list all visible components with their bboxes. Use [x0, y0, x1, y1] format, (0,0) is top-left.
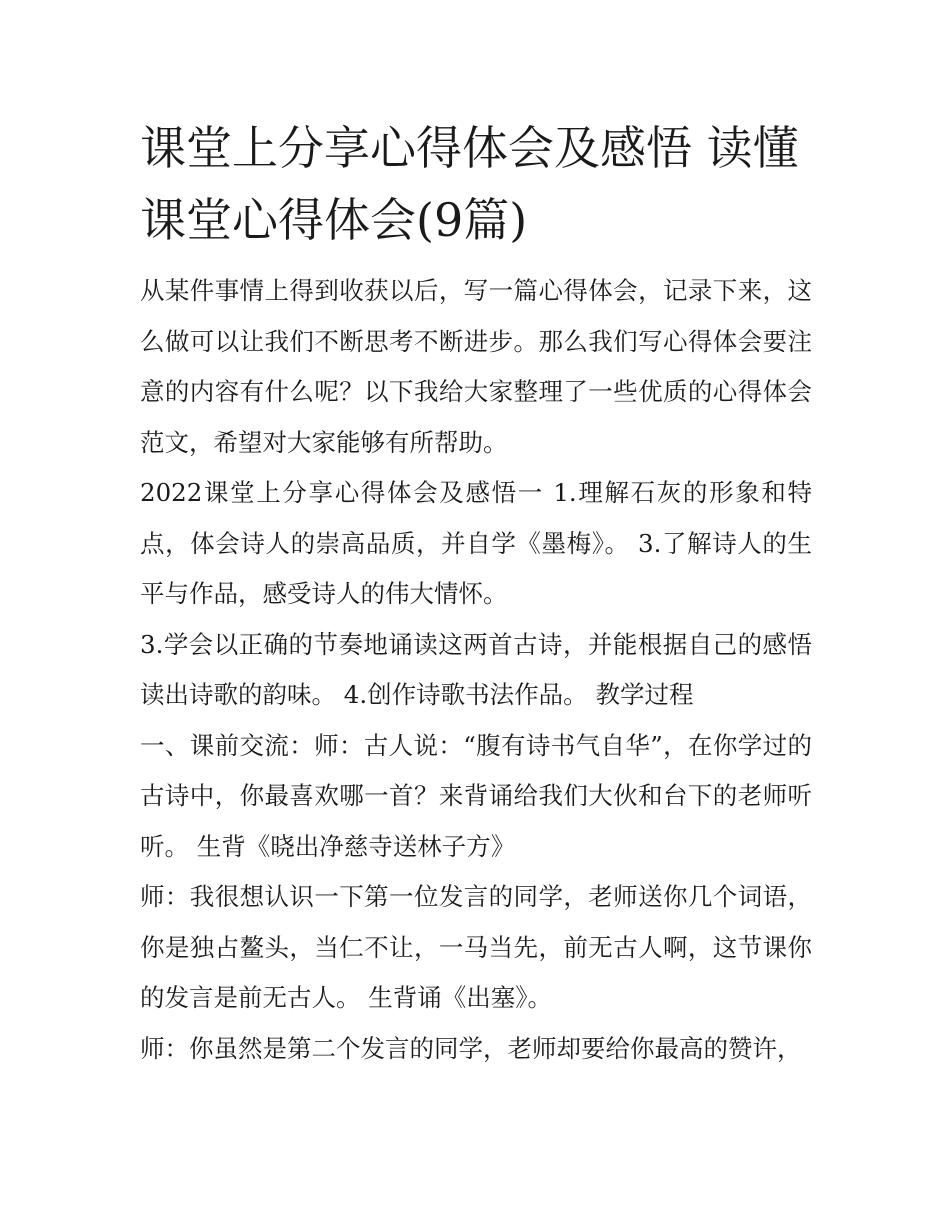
document-title: 课堂上分享心得体会及感悟 读懂课堂心得体会(9篇) [140, 121, 799, 247]
document-page [140, 112, 812, 1074]
paragraph-objectives-2: 3.学会以正确的节奏地诵读这两首古诗，并能根据自己的感悟读出诗歌的韵味。 4.创作诗歌书法作品。 教学过程 [140, 629, 812, 709]
paragraph-teacher-2: 师：你虽然是第二个发言的同学，老师却要给你最高的赞许， [140, 1033, 802, 1063]
paragraph-warmup: 一、课前交流：师：古人说：“腹有诗书气自华”，在你学过的古诗中，你最喜欢哪一首？来背诵给我们大伙和台下的老师听听。 生背《晓出净慈寺送林子方》 [140, 730, 812, 861]
paragraph-intro: 从某件事情上得到收获以后，写一篇心得体会，记录下来，这么做可以让我们不断思考不断进步。那么我们写心得体会要注意的内容有什么呢？以下我给大家整理了一些优质的心得体会范文，希望对大家能够有所帮助。 [140, 276, 812, 457]
paragraph-teacher-1: 师：我很想认识一下第一位发言的同学，老师送你几个词语，你是独占鳌头，当仁不让，一马当先，前无古人啊，这节课你的发言是前无古人。 生背诵《出塞》。 [140, 882, 812, 1012]
paragraph-objectives-1: 2022课堂上分享心得体会及感悟一 1.理解石灰的形象和特点，体会诗人的崇高品质，并自学《墨梅》。 3.了解诗人的生平与作品，感受诗人的伟大情怀。 [140, 478, 812, 608]
